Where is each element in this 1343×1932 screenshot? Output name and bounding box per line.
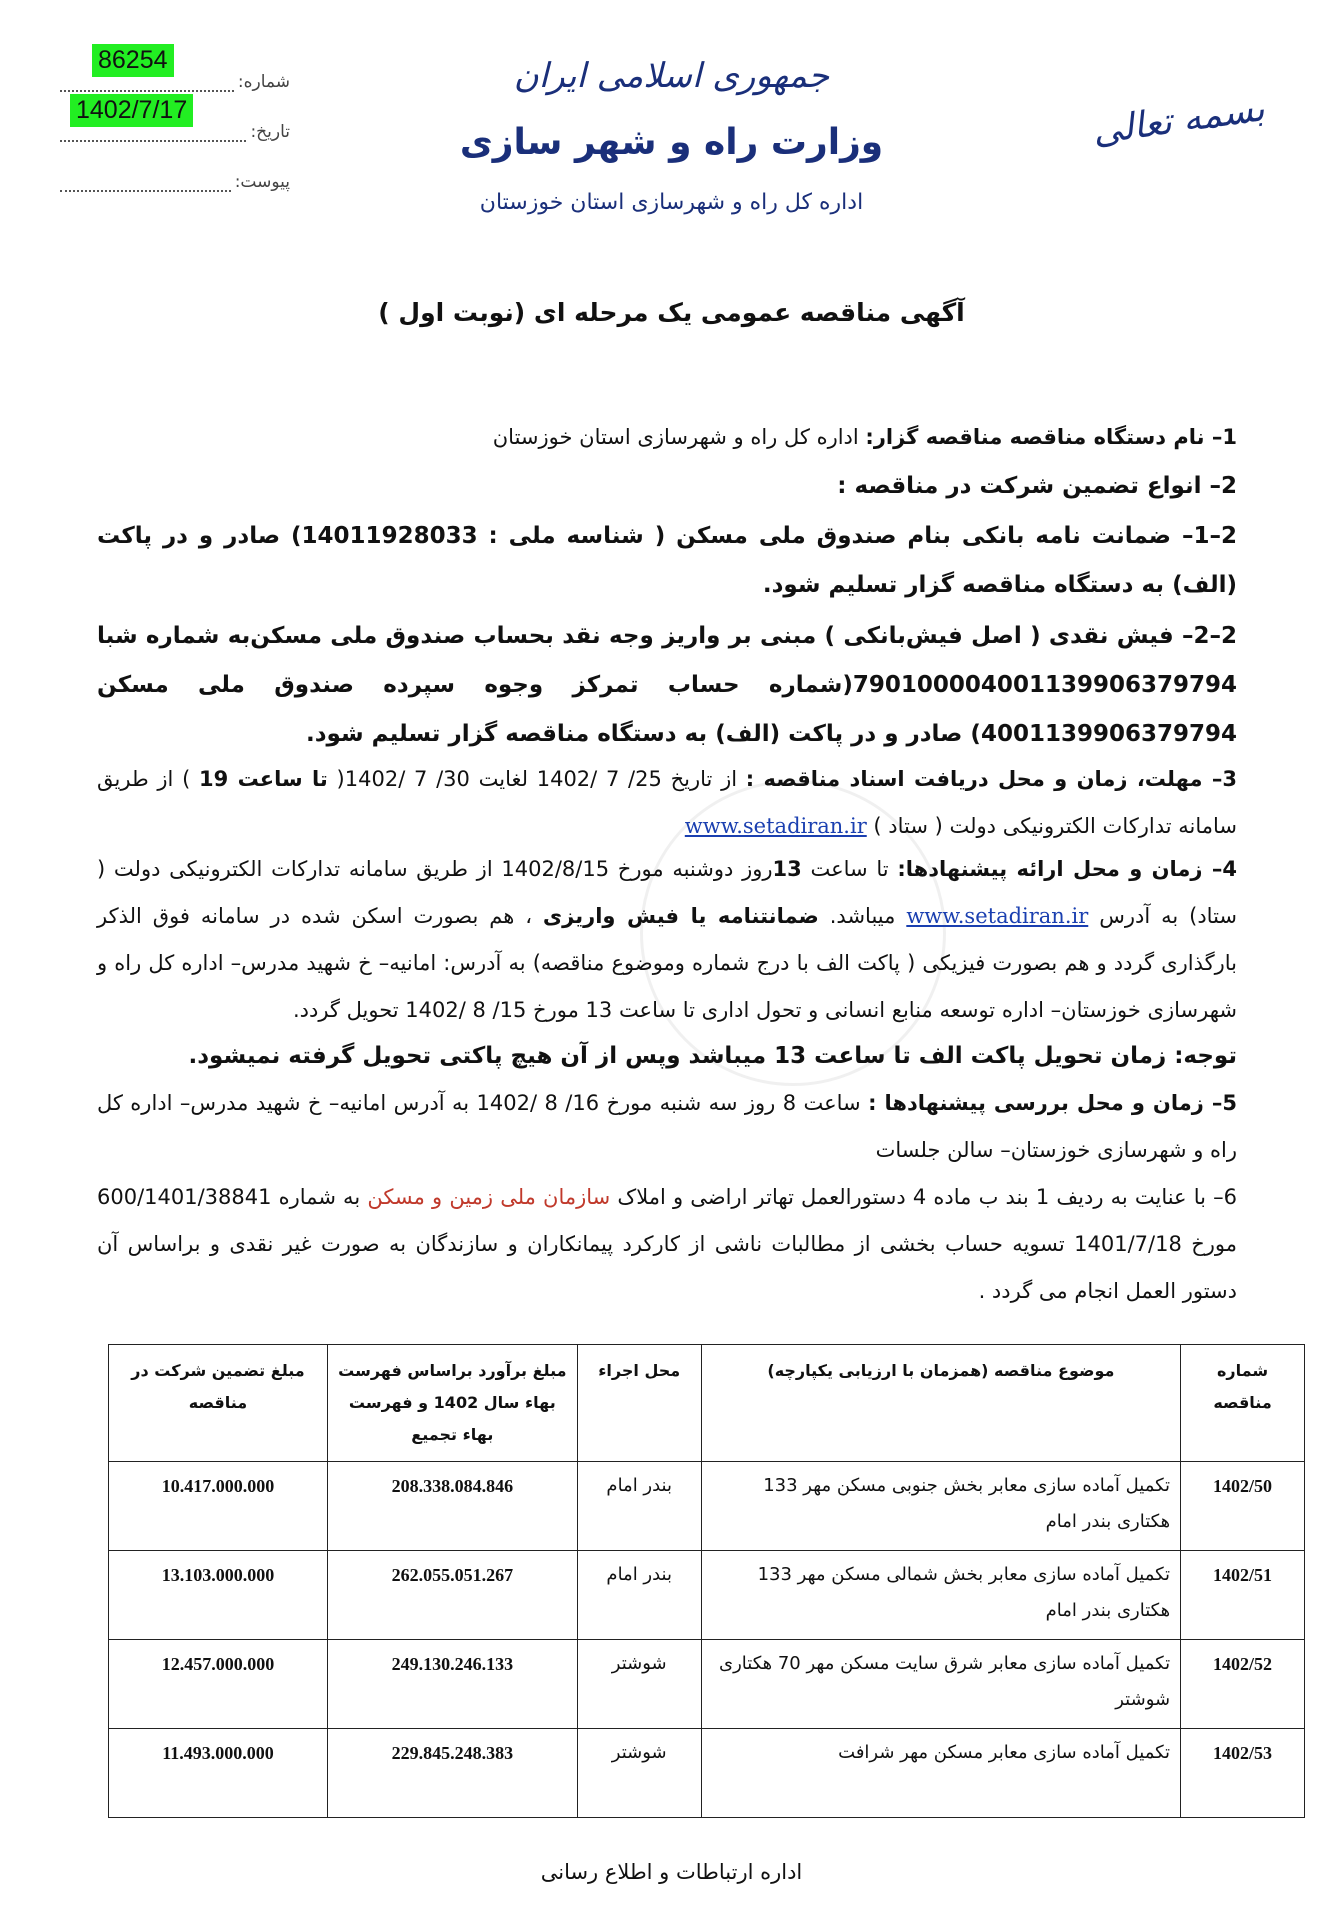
tender-number: 1402/51 (1181, 1551, 1305, 1640)
section-2-2: 2–2– فیش نقدی ( اصل فیش‌بانکی ) مبنی بر واریز وجه نقد بحساب صندوق ملی مسکن‌به شماره شبا 790100004001139906379794(شماره حساب تمرکز وجوه سپرده صندوق ملی مسکن 4001139906379794) صادر و در پاکت (الف) به دستگاه مناقصه گزار تسلیم شود. (97, 623, 1237, 747)
header-place: محل اجراء (577, 1345, 701, 1462)
notice-title: آگهی مناقصه عمومی یک مرحله ای (نوبت اول ) (378, 298, 965, 327)
section-4-hour: 13 (772, 857, 802, 881)
table-row (109, 1729, 1305, 1818)
tender-estimate: 249.130.246.133 (327, 1640, 577, 1729)
section-1-label: 1– نام دستگاه مناقصه مناقصه گزار: (865, 425, 1237, 449)
section-4-label: 4– زمان و محل ارائه پیشنهادها: (897, 857, 1238, 881)
table-header-row (109, 1345, 1305, 1462)
republic-title: جمهوری اسلامی ایران (513, 56, 830, 96)
section-5-text: ساعت 8 روز سه شنبه مورخ 16/ 8 /1402 به آدرس امانیه– خ شهید مدرس– اداره کل راه و شهرسازی خوزستان– سالن جلسات (97, 1091, 1237, 1162)
tender-table (108, 1344, 1305, 1818)
tender-place: شوشتر (577, 1729, 701, 1818)
header-guarantee: مبلغ تضمین شرکت در مناقصه (109, 1345, 328, 1462)
header-estimate: مبلغ برآورد براساس فهرست بهاء سال 1402 و فهرست بهاء تجمیع (327, 1345, 577, 1462)
setadiran-link[interactable]: www.setadiran.ir (684, 814, 867, 838)
tender-number: 1402/52 (1181, 1640, 1305, 1729)
section-3-label: 3– مهلت، زمان و محل دریافت اسناد مناقصه : (745, 767, 1237, 791)
table-row (109, 1462, 1305, 1551)
section-6-text-a: 6– با عنایت به ردیف 1 بند ب ماده 4 دستورالعمل تهاتر اراضی و املاک (610, 1185, 1238, 1209)
section-6-text-b: به شماره 600/1401/38841 مورخ 1401/7/18 تسویه حساب بخشی از مطالبات ناشی از کارکرد پیمانکاران و سازندگان به صورت غیر نقدی و براساس آن دستور العمل انجام می گردد . (97, 1185, 1237, 1303)
number-value: 86254 (92, 44, 174, 77)
section-5 (97, 1080, 1237, 1174)
tender-guarantee: 10.417.000.000 (109, 1462, 328, 1551)
table-row (109, 1640, 1305, 1729)
tender-place: شوشتر (577, 1640, 701, 1729)
tender-guarantee: 12.457.000.000 (109, 1640, 328, 1729)
tender-guarantee: 13.103.000.000 (109, 1551, 328, 1640)
setadiran-link-2[interactable]: www.setadiran.ir (906, 904, 1089, 928)
tender-number: 1402/50 (1181, 1462, 1305, 1551)
section-4 (97, 846, 1237, 1034)
tender-number: 1402/53 (1181, 1729, 1305, 1818)
tender-subject: تکمیل آماده سازی معابر مسکن مهر شرافت (701, 1729, 1180, 1818)
header-subject: موضوع مناقصه (همزمان با ارزیابی یکپارچه) (701, 1345, 1180, 1462)
section-2-1: 2–1– ضمانت نامه بانکی بنام صندوق ملی مسکن ( شناسه ملی : 14011928033) صادر و در پاکت (الف) به دستگاه مناقصه گزار تسلیم شود. (97, 523, 1237, 598)
attachment-field (60, 162, 290, 202)
number-label: شماره: (237, 72, 290, 92)
tender-subject: تکمیل آماده سازی معابر شرق سایت مسکن مهر 70 هکتاری شوشتر (701, 1640, 1180, 1729)
section-4-text-c: میباشد. (818, 904, 907, 928)
attachment-label: پیوست: (234, 172, 290, 192)
delivery-note: توجه: زمان تحویل پاکت الف تا ساعت 13 میباشد وپس از آن هیچ پاکتی تحویل گرفته نمیشود. (188, 1043, 1237, 1069)
section-3-text-b: ) از طریق سامانه تدارکات الکترونیکی دولت ( ستاد ) (97, 767, 1237, 838)
section-1-text: اداره کل راه و شهرسازی استان خوزستان (492, 425, 866, 449)
tender-estimate: 262.055.051.267 (327, 1551, 577, 1640)
header-number: شماره مناقصه (1181, 1345, 1305, 1462)
section-6-organization: سازمان ملی زمین و مسکن (367, 1185, 611, 1209)
footer-department: اداره ارتباطات و اطلاع رسانی (540, 1860, 803, 1884)
table-row (109, 1551, 1305, 1640)
bismillah-calligraphy: بسمه تعالی (1089, 88, 1268, 153)
section-3-deadline-hour: تا ساعت 19 (198, 767, 328, 791)
date-value: 1402/7/17 (70, 94, 193, 127)
attachment-dotted-line (60, 172, 231, 192)
tender-place: بندر امام (577, 1462, 701, 1551)
directorate-title: اداره کل راه و شهرسازی استان خوزستان (479, 190, 864, 215)
section-4-text-b: روز دوشنبه مورخ 1402/8/15 از طریق سامانه تدارکات الکترونیکی دولت ( ستاد) به آدرس (97, 857, 1237, 928)
section-1 (97, 414, 1237, 461)
tender-place: بندر امام (577, 1551, 701, 1640)
section-2-title: 2– انواع تضمین شرکت در مناقصه : (837, 473, 1237, 499)
tender-subject: تکمیل آماده سازی معابر بخش شمالی مسکن مهر 133 هکتاری بندر امام (701, 1551, 1180, 1640)
section-4-guarantee-note: ضمانتنامه یا فیش واریزی (542, 904, 819, 928)
section-3-text-a: از تاریخ 25/ 7 /1402 لغایت 30/ 7 /1402( (327, 767, 746, 791)
date-label: تاریخ: (250, 122, 290, 142)
ministry-title: وزارت راه و شهر سازی (459, 122, 884, 163)
section-4-text-d: ، هم بصورت اسکن شده در سامانه فوق الذکر بارگذاری گردد و هم بصورت فیزیکی ( پاکت الف با درج شماره وموضوع مناقصه) به آدرس: امانیه– خ شهید مدرس– اداره کل راه و شهرسازی خوزستان– اداره توسعه منابع انسانی و تحول اداری تا ساعت 13 مورخ 15/ 8 /1402 تحویل گردد. (97, 904, 1237, 1022)
section-6 (97, 1174, 1237, 1315)
section-4-text-a: تا ساعت (801, 857, 898, 881)
section-3 (97, 756, 1237, 850)
tender-guarantee: 11.493.000.000 (109, 1729, 328, 1818)
section-5-label: 5– زمان و محل بررسی پیشنهادها : (868, 1091, 1237, 1115)
tender-subject: تکمیل آماده سازی معابر بخش جنوبی مسکن مهر 133 هکتاری بندر امام (701, 1462, 1180, 1551)
tender-estimate: 229.845.248.383 (327, 1729, 577, 1818)
tender-estimate: 208.338.084.846 (327, 1462, 577, 1551)
